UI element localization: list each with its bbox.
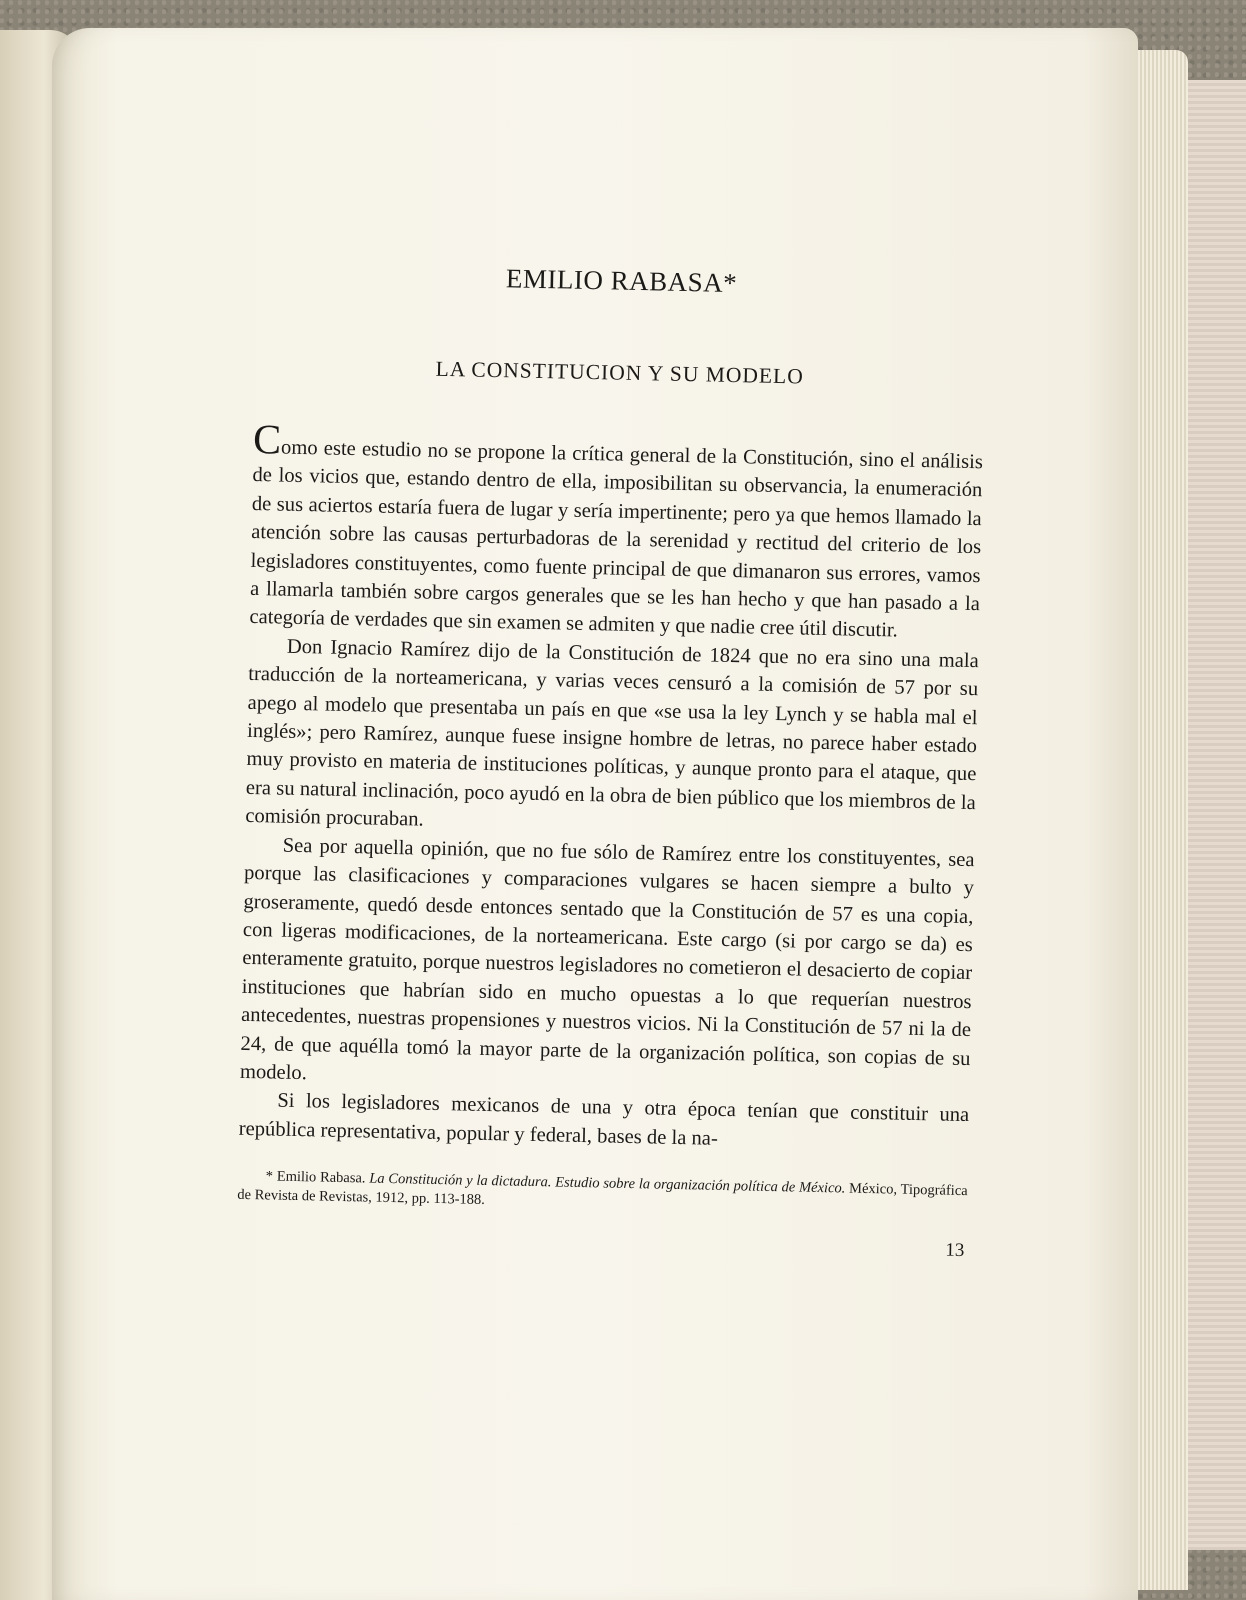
chapter-title: LA CONSTITUCION Y SU MODELO <box>435 356 804 389</box>
page-content <box>236 258 987 1262</box>
footnote-marker: * <box>265 1168 274 1185</box>
paragraph-1 <box>249 416 984 647</box>
footnote-title: La Constitución y la dictadura. Estudio sobre la organización política de México. <box>369 1170 846 1197</box>
book-page <box>52 28 1138 1600</box>
drop-cap: C <box>252 416 282 464</box>
paragraph-2: Don Ignacio Ramírez dijo de la Constitución de 1824 que no era sino una mala traducción de la norteamericana, y varias veces censuró a la comisión de 57 por su apego al modelo que presentaba un país en que «se usa la ley Lynch y se habla mal el inglés»; pero Ramírez, aunque fuese insigne hombre de letras, no parece haber estado muy provisto en materia de instituciones políticas, y aunque pronto para el ataque, que era su natural inclinación, poco ayudó en la obra de bien público que los miembros de la comisión procuraban. <box>245 635 979 831</box>
author-heading: EMILIO RABASA* <box>505 263 738 299</box>
footnote-author: Emilio Rabasa. <box>276 1168 366 1187</box>
paragraph-4: Si los legisladores mexicanos de una y otra época tenían que constituir una república representativa, popular y federal, bases de la na- <box>238 1089 970 1150</box>
footnote <box>237 1167 968 1220</box>
footnote-publication: México, Tipográfica de Revista de Revistas, 1912, pp. 113-188. <box>237 1180 968 1209</box>
paragraph-1-text: omo este estudio no se propone la crítica general de la Constitución, sino el análisis de los vicios que, estando dentro de ella, imposibilitan su observancia, la enumeración de sus aciertos estaría fuera de lugar y sería impertinente; pero ya que hemos llamado la atención sobre las causas perturbadoras de la serenidad y rectitud del criterio de los legisladores constituyentes, como fuente principal de que dimanaron sus errores, vamos a llamarla también sobre cargos generales que se les han hecho y que han pasado a la categoría de verdades que sin examen se admiten y que nadie cree útil discutir. <box>249 436 984 642</box>
page-number: 13 <box>945 1239 965 1262</box>
paragraph-3: Sea por aquella opinión, que no fue sólo de Ramírez entre los constituyentes, sea porque las clasificaciones y comparaciones vulgares se hacen siempre a bulto y groseramente, quedó desde entonces sentado que la Constitución de 57 es una copia, con ligeras modificaciones, de la norteamericana. Este cargo (si por cargo se da) es enteramente gratuito, porque nuestros legisladores no cometieron el desacierto de copiar instituciones que habrían sido en mucho opuestas a lo que requerían nuestros antecedentes, nuestras propensiones y nuestros vicios. Ni la Constitución de 57 ni la de 24, de que aquélla tomó la mayor parte de la organización política, son copias de su modelo. <box>239 834 975 1085</box>
